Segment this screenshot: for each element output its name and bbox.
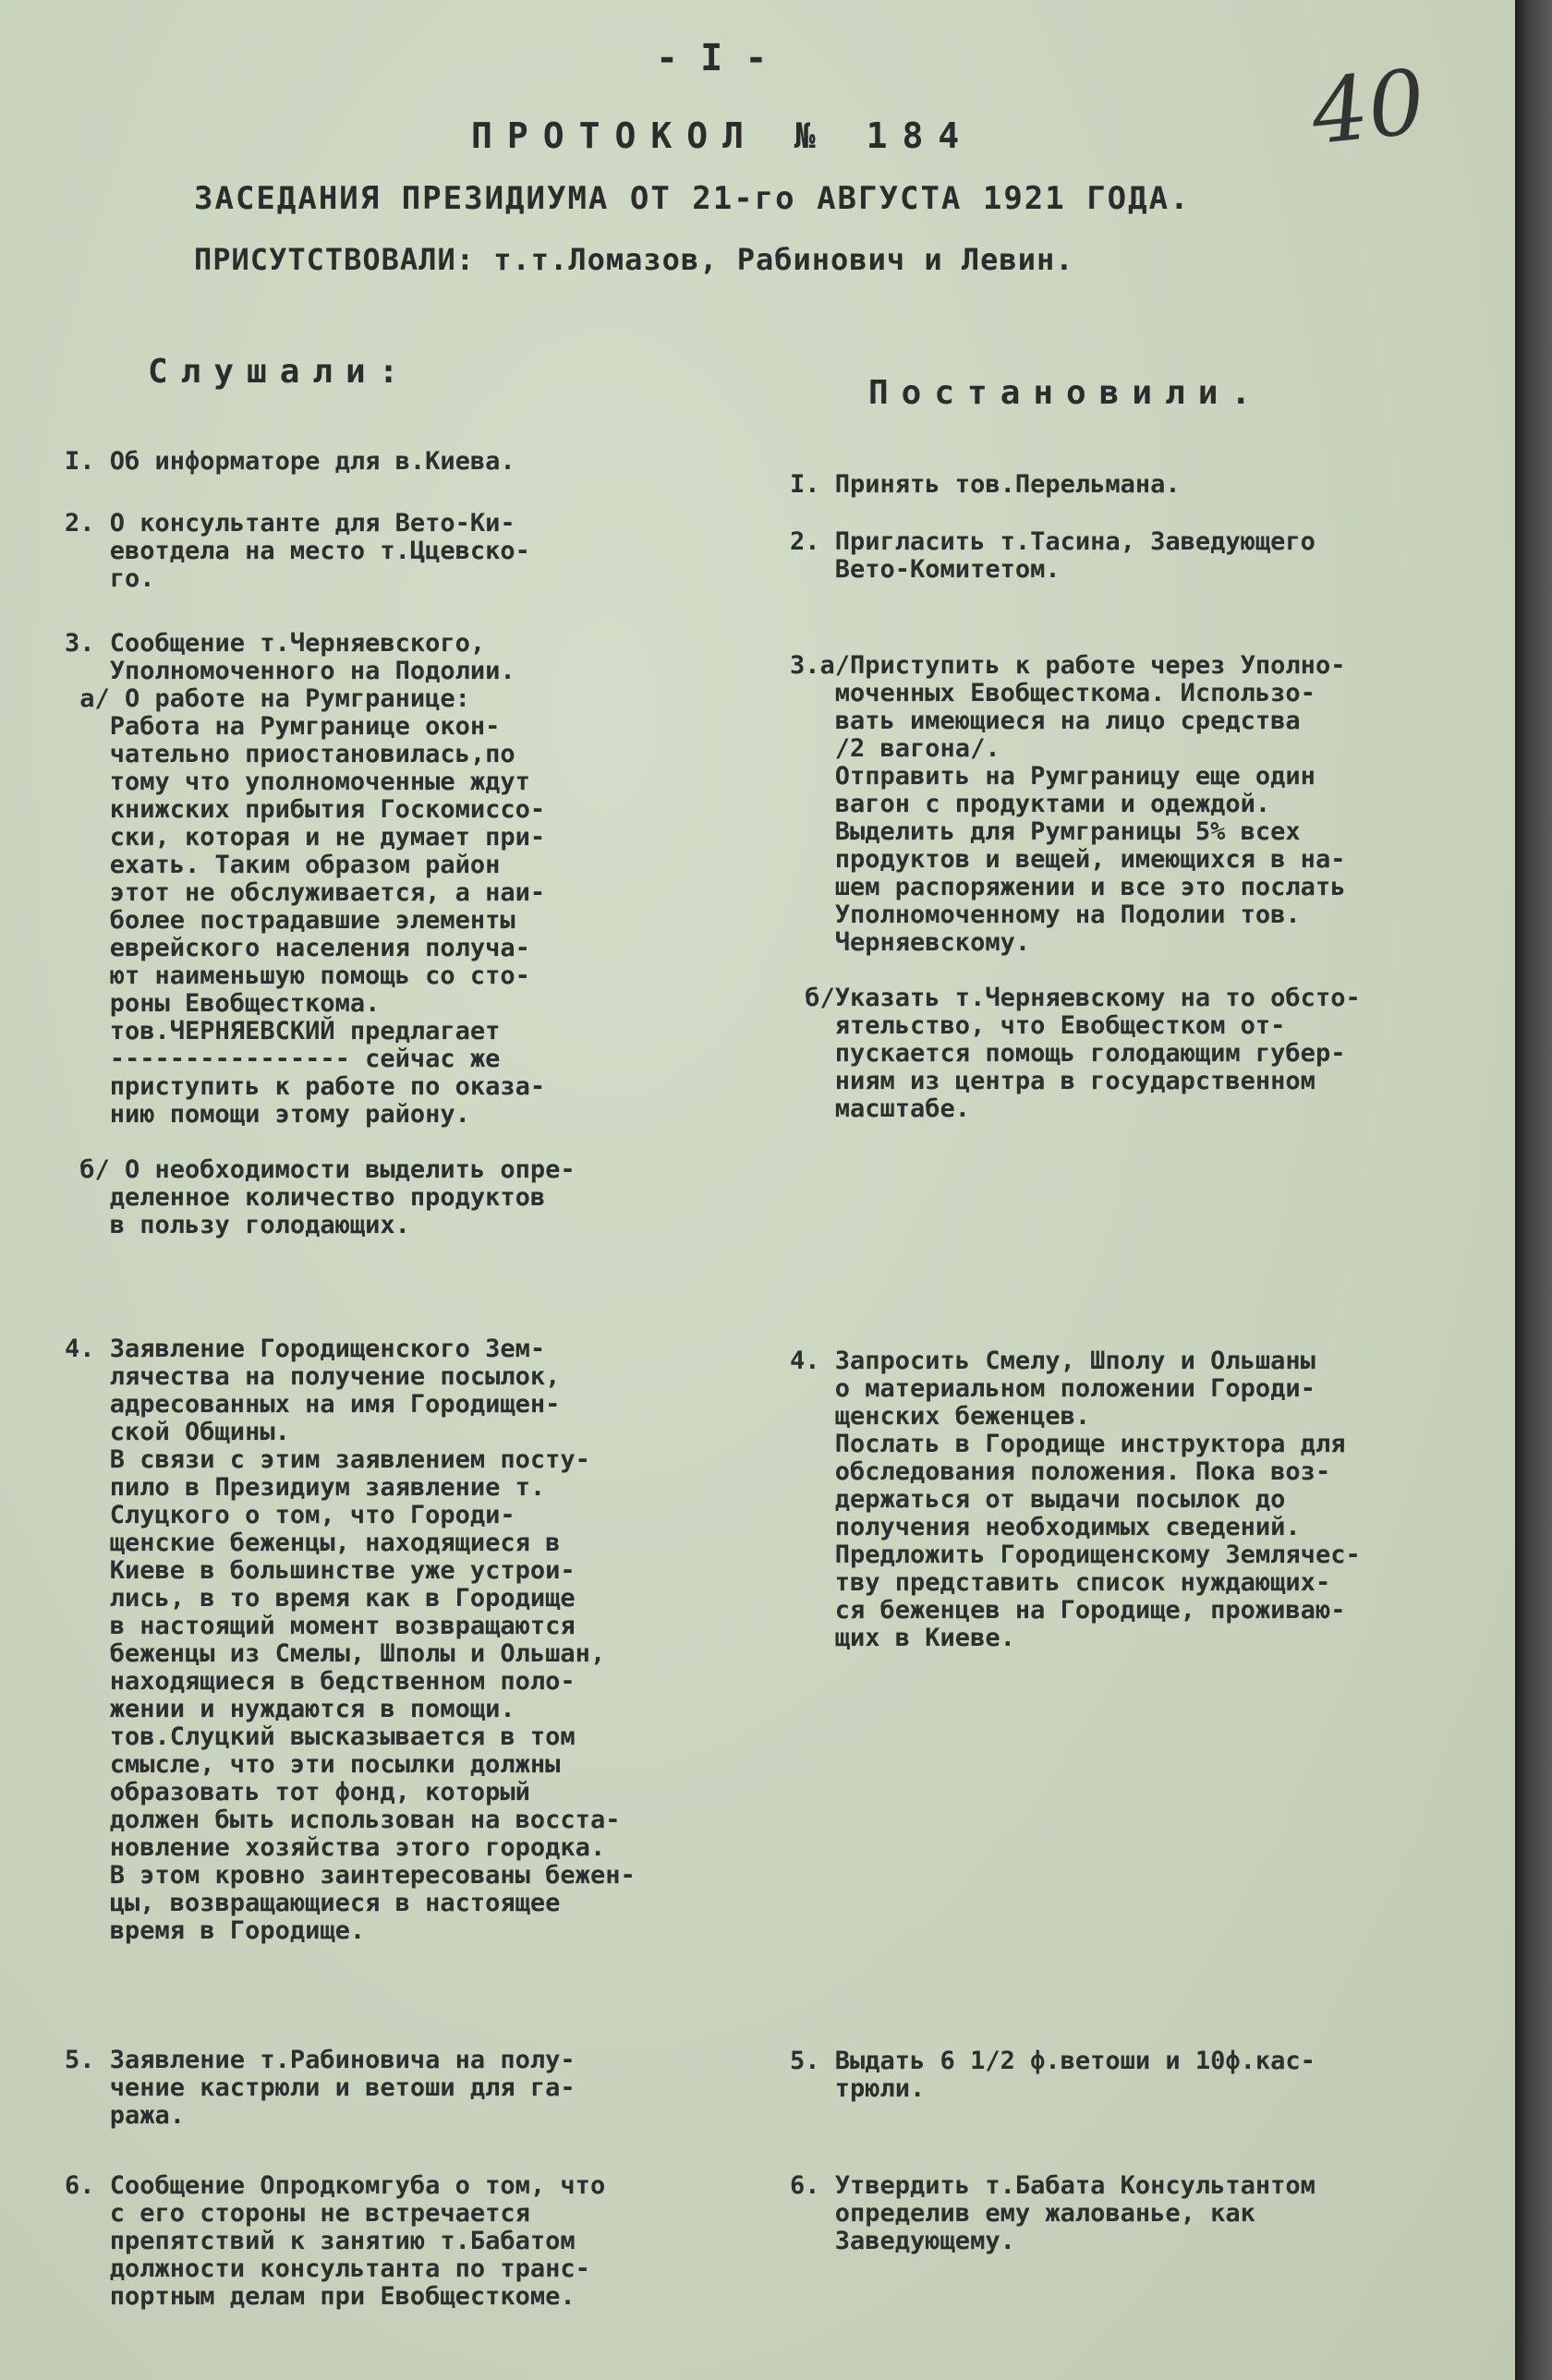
item-2-resolved: 2. Пригласить т.Тасина, Заведующего Вето-Комитетом. xyxy=(790,527,1316,584)
item-5-heard: 5. Заявление т.Рабиновича на полу- чение кастрюли и ветоши для га- ража. xyxy=(65,2046,576,2130)
item-6-resolved: 6. Утвердить т.Бабата Консультантом определив ему жалованье, как Заведующему. xyxy=(790,2171,1316,2255)
item-6-heard: 6. Сообщение Опродкомгуба о том, что с его стороны не встречается препятствий к занятию т.Бабатом должности консультанта по транс- портным делам при Евобщесткоме. xyxy=(65,2171,606,2311)
item-2-heard: 2. О консультанте для Вето-Ки- евотдела на место т.Ццевско- го. xyxy=(65,509,530,593)
item-3-heard: 3. Сообщение т.Черняевского, Уполномоченного на Подолии. а/ О работе на Румгранице: Работа на Румгранице окон- чательно приостановилась,по тому что уполномоченные ждут книжских прибытия Госкомиссо- ски, которая и не думает при- ехать. Таким образом район этот не обслуживается, а наи- более пострадавшие элементы еврейского населения получа- ют наименьшую помощь со сто- роны Евобщесткома. тов.ЧЕРНЯЕВСКИЙ предлагает ---------------- сейчас же приступить к работе по оказа- нию помощи этому району. б/ О необходимости выделить опре- деленное количество продуктов в пользу голодающих. xyxy=(65,629,576,1239)
heard-column-heading: Слушали: xyxy=(148,353,412,391)
resolved-column-heading: Постановили. xyxy=(868,374,1265,412)
protocol-title: ПРОТОКОЛ № 184 xyxy=(471,115,975,156)
item-4-heard: 4. Заявление Городищенского Зем- лячества на получение посылок, адресованных на имя Городищен- ской Общины. В связи с этим заявлением посту- пило в Президиум заявление т. Слуцкого о том, что Городи- щенские беженцы, находящиеся в Киеве в большинстве уже устрои- лись, в то время как в Городище в настоящий момент возвращаются беженцы из Смелы, Шполы и Ольшан, находящиеся в бедственном поло- жении и нуждаются в помощи. тов.Слуцкий высказывается в том смысле, что эти посылки должны образовать тот фонд, который должен быть использован на восста- новление хозяйства этого городка. В этом кровно заинтересованы бежен- цы, возвращающиеся в настоящее время в Городище. xyxy=(65,1335,636,1945)
attendees-line: ПРИСУТСТВОВАЛИ: т.т.Ломазов, Рабинович и Левин. xyxy=(194,242,1074,277)
item-3-resolved: 3.а/Приступить к работе через Уполно- моченных Евобщесткома. Использо- вать имеющиеся на лицо средства /2 вагона/. Отправить на Румграницу еще один вагон с продуктами и одеждой. Выделить для Румграницы 5% всех продуктов и вещей, имеющихся в на- шем распоряжении и все это послать Уполномоченному на Подолии тов. Черняевскому. б/Указать т.Черняевскому на то обсто- ятельство, что Евобщестком от- пускается помощь голодающим губер- ниям из центра в государственном масштабе. xyxy=(790,651,1361,1123)
handwritten-folio-number: 40 xyxy=(1306,49,1430,165)
item-5-resolved: 5. Выдать 6 1/2 ф.ветоши и 10ф.кас- трюли. xyxy=(790,2047,1316,2103)
page-number: - I - xyxy=(656,37,768,79)
meeting-subtitle: ЗАСЕДАНИЯ ПРЕЗИДИУМА ОТ 21-го АВГУСТА 1921 ГОДА. xyxy=(194,180,1191,217)
item-4-resolved: 4. Запросить Смелу, Шполу и Ольшаны о материальном положении Городи- щенских беженцев. Послать в Городище инструктора для обследования положения. Пока воз- держаться от выдачи посылок до получения необходимых сведений. Предложить Городищенскому Землячес- тву представить список нуждающих- ся беженцев на Городище, проживаю- щих в Киеве. xyxy=(790,1347,1361,1652)
item-1-resolved: I. Принять тов.Перельмана. xyxy=(790,470,1181,499)
scan-border xyxy=(1515,0,1552,2380)
item-1-heard: I. Об информаторе для в.Киева. xyxy=(65,447,515,476)
